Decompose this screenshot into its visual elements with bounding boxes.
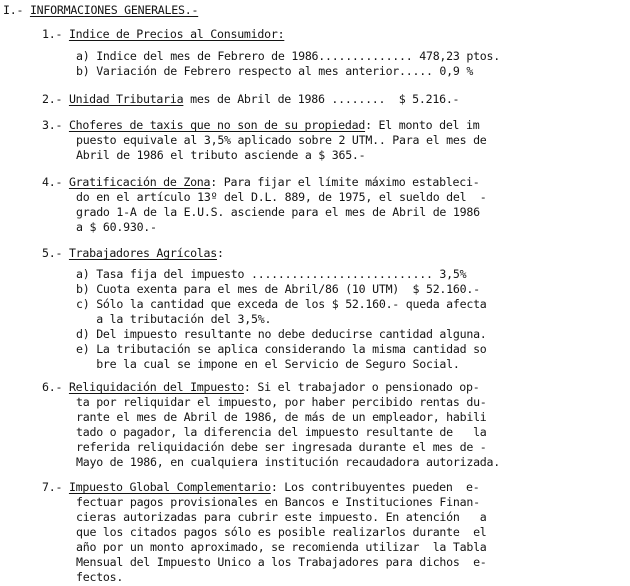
item-7-line-7: fectos. — [76, 570, 124, 584]
item-6-line-4: tado o pagador, la diferencia del impuesto resultante de la — [76, 425, 487, 439]
item-5-line-b: b) Cuota exenta para el mes de Abril/86 (10 UTM) $ 52.160.- — [76, 282, 480, 296]
item-1-heading — [42, 27, 284, 42]
item-3-text-1: : El monto del im — [365, 118, 480, 132]
item-6-title: Reliquidación del Impuesto — [68, 380, 244, 394]
item-4-line-3: grado 1-A de la E.U.S. asciende para el mes de Abril de 1986 — [76, 205, 480, 219]
item-7-number: 7.- — [42, 480, 63, 494]
item-7-text-1: : Los contribuyentes pueden e- — [270, 480, 480, 494]
item-3-line-1 — [42, 118, 479, 133]
item-4-line-1 — [42, 175, 479, 190]
item-7-line-4: que los citados pagos sólo es posible realizarlos durante el — [76, 525, 487, 539]
item-5-line-e2: bre la cual se impone en el Servicio de Seguro Social. — [76, 357, 460, 371]
item-1-title: Indice de Precios al Consumidor: — [68, 27, 285, 41]
heading-title: INFORMACIONES GENERALES.- — [29, 3, 199, 17]
item-5-colon: : — [217, 246, 224, 260]
item-1-line-b: b) Variación de Febrero respecto al mes anterior..... 0,9 % — [76, 64, 474, 78]
item-7-line-2: fectuar pagos provisionales en Bancos e Instituciones Finan- — [76, 495, 480, 509]
item-3-title: Choferes de taxis que no son de su propiedad — [68, 118, 366, 132]
item-1-number: 1.- — [42, 27, 63, 41]
item-7-line-1 — [42, 480, 479, 495]
item-2-title: Unidad Tributaria — [68, 92, 184, 106]
item-5-line-e1: e) La tributación se aplica considerando la misma cantidad so — [76, 342, 487, 356]
item-2 — [42, 92, 459, 107]
item-7-line-5: año por un monto aproximado, se recomienda utilizar la Tabla — [76, 540, 487, 554]
item-3-line-2: puesto equivale al 3,5% aplicado sobre 2 UTM.. Para el mes de — [76, 133, 487, 147]
item-6-line-1 — [42, 380, 479, 395]
item-2-number: 2.- — [42, 92, 63, 106]
item-6-line-2: ta por reliquidar el impuesto, por haber percibido rentas du- — [76, 395, 487, 409]
item-6-line-3: rante el mes de Abril de 1986, de más de un empleador, habili — [76, 410, 487, 424]
item-4-text-1: : Para fijar el límite máximo estableci- — [210, 175, 480, 189]
item-4-line-4: a $ 60.930.- — [76, 220, 157, 234]
item-4-title: Gratificación de Zona — [68, 175, 211, 189]
item-5-line-a: a) Tasa fija del impuesto ........................... 3,5% — [76, 267, 467, 281]
item-5-heading — [42, 246, 224, 261]
item-6-number: 6.- — [42, 380, 63, 394]
item-6-text-1: : Si el trabajador o pensionado op- — [243, 380, 480, 394]
item-3-number: 3.- — [42, 118, 63, 132]
item-7-line-6: Mensual del Impuesto Unico a los Trabajadores para dichos e- — [76, 555, 487, 569]
item-5-number: 5.- — [42, 246, 63, 260]
item-5-line-c1: c) Sólo la cantidad que exceda de los $ 52.160.- queda afecta — [76, 297, 487, 311]
item-7-title: Impuesto Global Complementario — [68, 480, 271, 494]
item-5-line-d: d) Del impuesto resultante no debe deducirse cantidad alguna. — [76, 327, 487, 341]
item-3-line-3: Abril de 1986 el tributo asciende a $ 365.- — [76, 148, 366, 162]
item-6-line-5: referida reliquidación debe ser ingresada durante el mes de - — [76, 440, 487, 454]
item-6-line-6: Mayo de 1986, en cualquiera institución recaudadora autorizada. — [76, 455, 500, 469]
item-5-title: Trabajadores Agrícolas — [68, 246, 217, 260]
item-5-line-c2: a la tributación del 3,5%. — [76, 312, 272, 326]
item-7-line-3: cieras autorizadas para cubrir este impuesto. En atención a — [76, 510, 487, 524]
section-heading — [3, 3, 198, 18]
item-4-number: 4.- — [42, 175, 63, 189]
item-2-text: mes de Abril de 1986 ........ $ 5.216.- — [183, 92, 460, 106]
item-4-line-2: do en el artículo 13º del D.L. 889, de 1975, el sueldo del - — [76, 190, 487, 204]
heading-roman: I.- — [3, 3, 24, 17]
item-1-line-a: a) Indice del mes de Febrero de 1986.............. 478,23 ptos. — [76, 49, 500, 63]
